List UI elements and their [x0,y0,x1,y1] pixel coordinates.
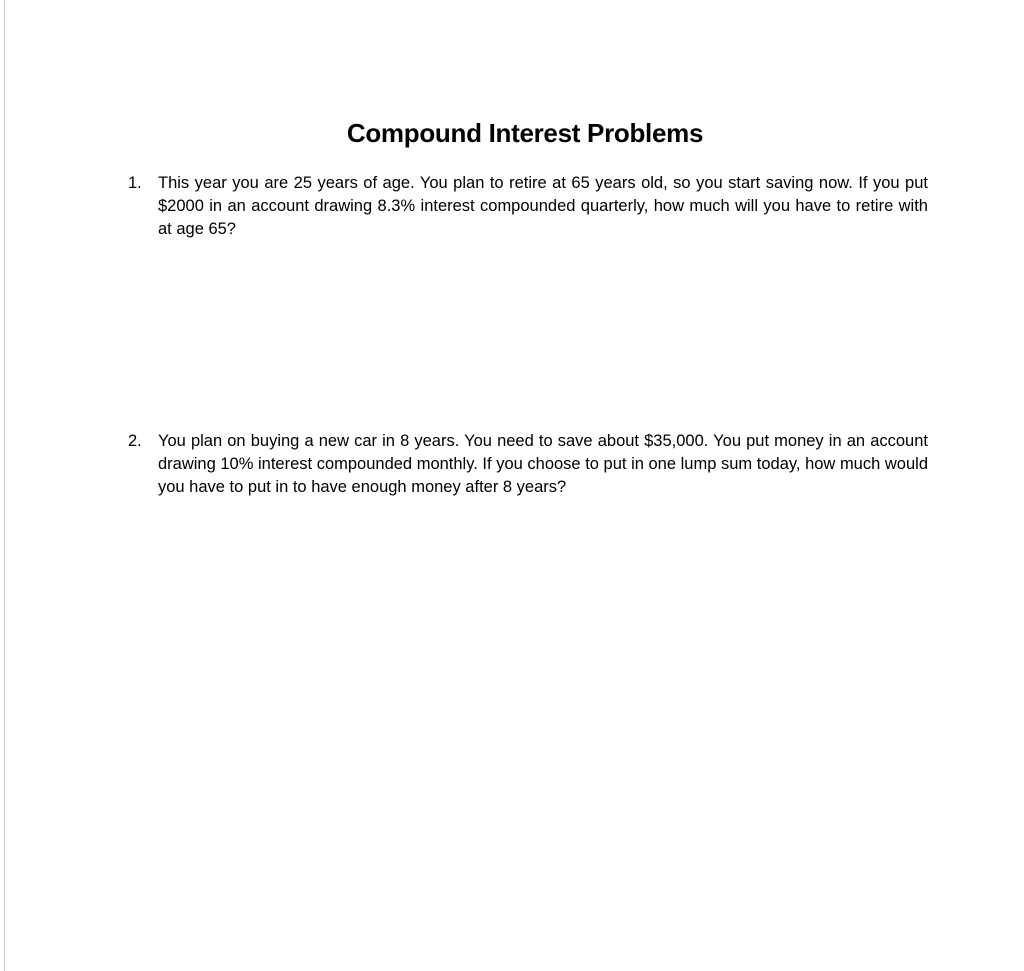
problem-number: 2. [128,432,142,450]
problem-number: 1. [128,174,142,192]
problem-text: You plan on buying a new car in 8 years. You need to save about $35,000. You put money in an account drawing 10% interest compounded monthly. If you choose to put in one lump sum today, how much would you have to put in to have enough money after 8 years? [158,432,928,496]
page-title: Compound Interest Problems [346,118,704,148]
problem-item [128,172,928,241]
problem-item [128,430,928,499]
problem-text: This year you are 25 years of age. You plan to retire at 65 years old, so you start saving now. If you put $2000 in an account drawing 8.3% interest compounded quarterly, how much will you have to retire with at age 65? [158,174,928,238]
